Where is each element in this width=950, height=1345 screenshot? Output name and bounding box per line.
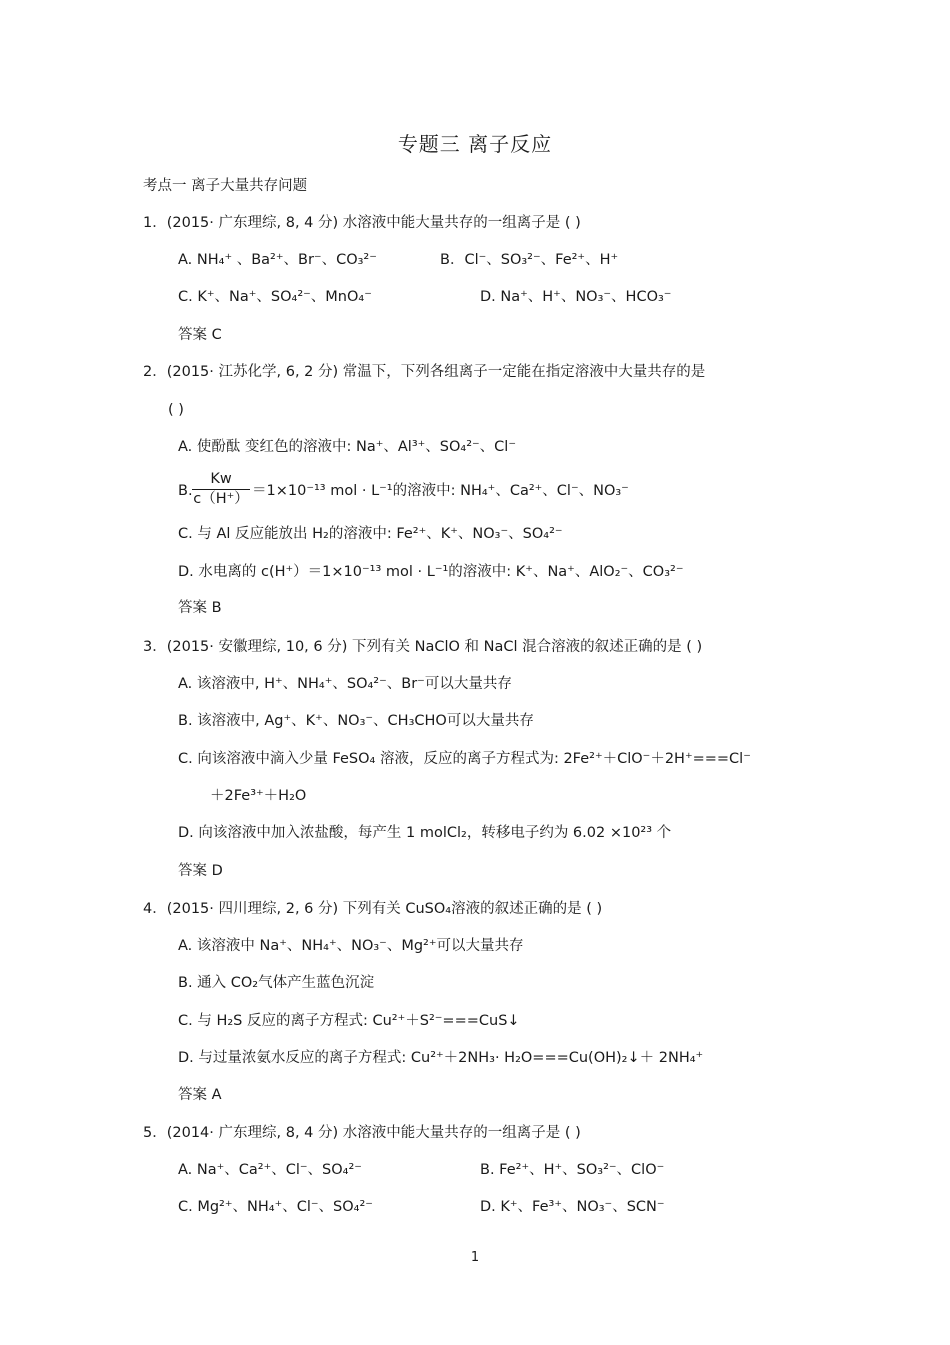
- question-2-option-b-prefix: B.: [178, 483, 193, 499]
- question-5-stem: 5．(2014· 广东理综, 8, 4 分) 水溶液中能大量共存的一组离子是 ( ): [143, 1125, 581, 1141]
- question-1-option-b: B．Cl⁻、SO₃²⁻、Fe²⁺、H⁺: [440, 252, 619, 268]
- fraction-numerator: Kw: [192, 470, 250, 490]
- fraction-denominator: c（H⁺）: [193, 491, 249, 507]
- question-4-option-b: B. 通入 CO₂气体产生蓝色沉淀: [178, 975, 375, 991]
- question-2-paren: ( ): [168, 402, 184, 418]
- question-5-option-d: D. K⁺、Fe³⁺、NO₃⁻、SCN⁻: [480, 1199, 665, 1215]
- question-3-option-c: C. 向该溶液中滴入少量 FeSO₄ 溶液，反应的离子方程式为: 2Fe²⁺＋ClO⁻＋2H⁺===Cl⁻: [178, 751, 751, 767]
- question-4-answer: 答案 A: [178, 1087, 222, 1103]
- question-1-option-c: C. K⁺、Na⁺、SO₄²⁻、MnO₄⁻: [178, 289, 372, 305]
- question-1-answer: 答案 C: [178, 327, 222, 343]
- question-5-option-c: C. Mg²⁺、NH₄⁺、Cl⁻、SO₄²⁻: [178, 1199, 373, 1215]
- question-4-stem: 4．(2015· 四川理综, 2, 6 分) 下列有关 CuSO₄溶液的叙述正确的是 ( ): [143, 901, 603, 917]
- question-3-option-c-continued: ＋2Fe³⁺＋H₂O: [210, 788, 307, 804]
- question-2-fraction: [192, 470, 250, 508]
- question-2-option-d: D. 水电离的 c(H⁺）＝1×10⁻¹³ mol · L⁻¹的溶液中: K⁺、Na⁺、AlO₂⁻、CO₃²⁻: [178, 564, 684, 580]
- question-3-option-a: A. 该溶液中, H⁺、NH₄⁺、SO₄²⁻、Br⁻可以大量共存: [178, 676, 512, 692]
- question-3-answer: 答案 D: [178, 863, 223, 879]
- page-number: 1: [470, 1250, 480, 1265]
- page-title: 专题三 离子反应: [397, 132, 553, 156]
- question-4-option-c: C. 与 H₂S 反应的离子方程式: Cu²⁺＋S²⁻===CuS↓: [178, 1013, 520, 1029]
- question-2-answer: 答案 B: [178, 600, 222, 616]
- question-2-option-b: ＝1×10⁻¹³ mol · L⁻¹的溶液中: NH₄⁺、Ca²⁺、Cl⁻、NO₃⁻: [252, 483, 629, 499]
- question-5-option-b: B. Fe²⁺、H⁺、SO₃²⁻、ClO⁻: [480, 1162, 665, 1178]
- question-1-option-a: A. NH₄⁺ 、Ba²⁺、Br⁻、CO₃²⁻: [178, 252, 377, 268]
- question-3-stem: 3．(2015· 安徽理综, 10, 6 分) 下列有关 NaClO 和 NaCl 混合溶液的叙述正确的是 ( ): [143, 639, 703, 655]
- question-4-option-d: D. 与过量浓氨水反应的离子方程式: Cu²⁺＋2NH₃· H₂O===Cu(OH)₂↓＋ 2NH₄⁺: [178, 1050, 704, 1066]
- section-heading: 考点一 离子大量共存问题: [143, 178, 308, 194]
- question-2-stem: 2．(2015· 江苏化学, 6, 2 分) 常温下，下列各组离子一定能在指定溶液中大量共存的是: [143, 364, 706, 380]
- question-3-option-b: B. 该溶液中, Ag⁺、K⁺、NO₃⁻、CH₃CHO可以大量共存: [178, 713, 534, 729]
- question-2-option-c: C. 与 Al 反应能放出 H₂的溶液中: Fe²⁺、K⁺、NO₃⁻、SO₄²⁻: [178, 526, 563, 542]
- question-2-option-a: A. 使酚酞 变红色的溶液中: Na⁺、Al³⁺、SO₄²⁻、Cl⁻: [178, 439, 516, 455]
- question-3-option-d: D. 向该溶液中加入浓盐酸，每产生 1 molCl₂，转移电子约为 6.02 ×10²³ 个: [178, 825, 672, 841]
- question-5-option-a: A. Na⁺、Ca²⁺、Cl⁻、SO₄²⁻: [178, 1162, 362, 1178]
- question-1-option-d: D. Na⁺、H⁺、NO₃⁻、HCO₃⁻: [480, 289, 672, 305]
- question-1-stem: 1．(2015· 广东理综, 8, 4 分) 水溶液中能大量共存的一组离子是 ( ): [143, 215, 581, 231]
- question-4-option-a: A. 该溶液中 Na⁺、NH₄⁺、NO₃⁻、Mg²⁺可以大量共存: [178, 938, 524, 954]
